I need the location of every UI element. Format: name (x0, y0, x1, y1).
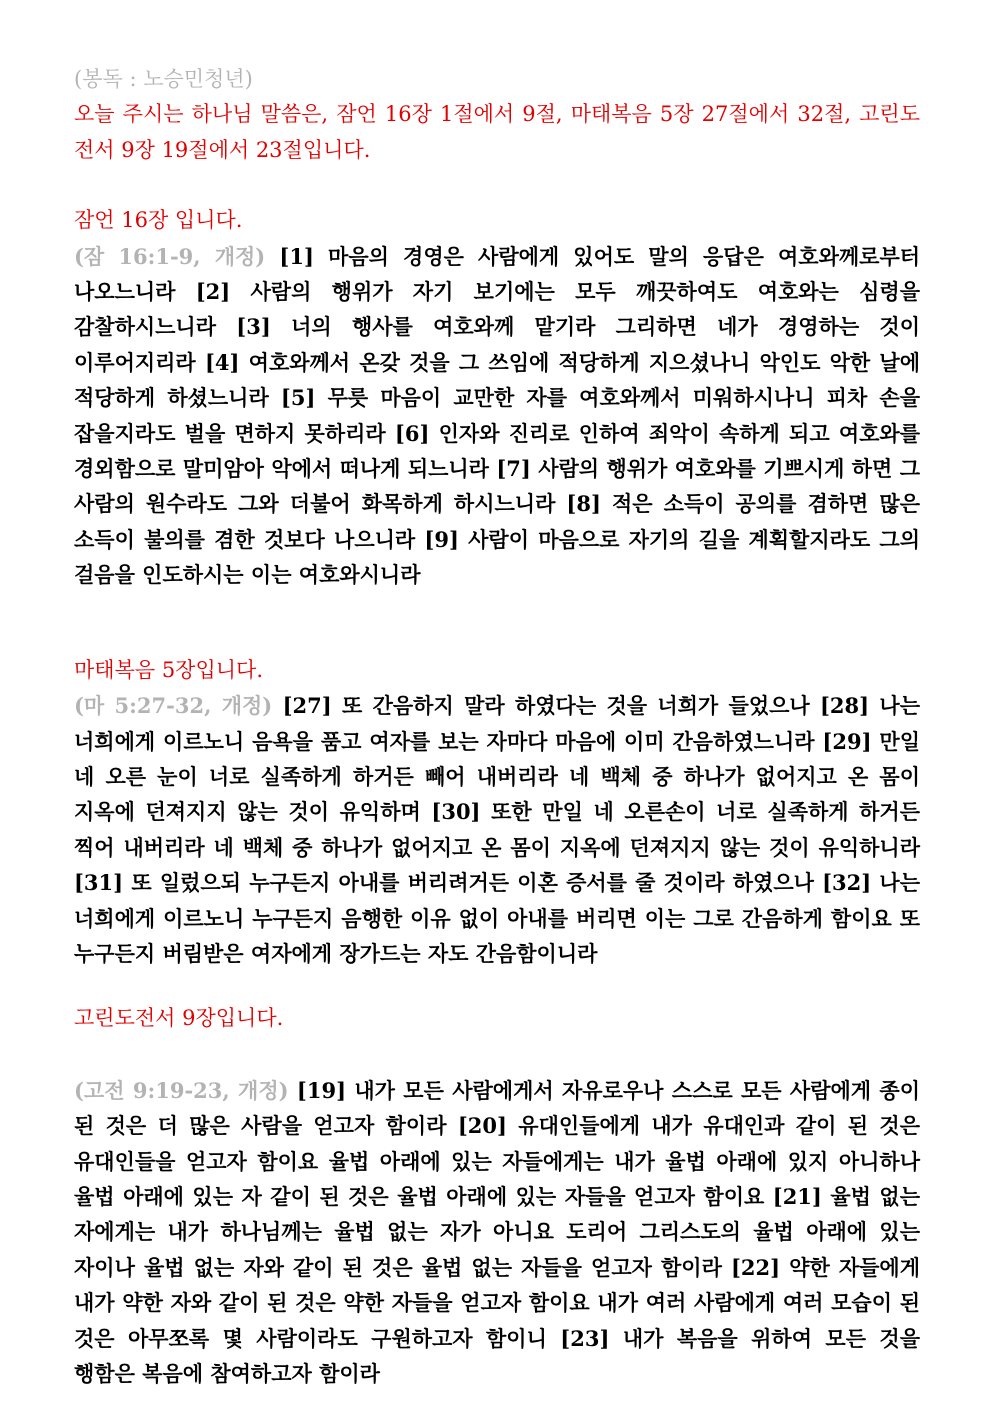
passage-corinthians (74, 1073, 920, 1392)
passage-text: [19] 내가 모든 사람에게서 자유로우나 스스로 모든 사람에게 종이 된 것은 더 많은 사람을 얻고자 함이라 [20] 유대인들에게 내가 유대인과 같이 된 것은 유대인들을 얻고자 함이요 율법 아래에 있는 자들에게는 내가 율법 아래에 있지 아니하나 율법 아래에 있는 자 같이 된 것은 율법 아래에 있는 자들을 얻고자 함이요 [21] 율법 없는 자에게는 내가 하나님께는 율법 없는 자가 아니요 도리어 그리스도의 율법 아래에 있는 자이나 율법 없는 자와 같이 된 것은 율법 없는 자들을 얻고자 함이라 [22] 약한 자들에게 내가 약한 자와 같이 된 것은 약한 자들을 얻고자 함이요 내가 여러 사람에게 여러 모습이 된 것은 아무쪼록 몇 사람이라도 구원하고자 함이니 [23] 내가 복음을 위하여 모든 것을 행함은 복음에 참여하고자 함이라 (74, 1077, 920, 1386)
spacer (74, 593, 920, 653)
passage-reference: (고전 9:19-23, 개정) (74, 1077, 289, 1103)
passage-reference: (마 5:27-32, 개정) (74, 693, 273, 719)
passage-text: [1] 마음의 경영은 사람에게 있어도 말의 응답은 여호와께로부터 나오느니라 [2] 사람의 행위가 자기 보기에는 모두 깨끗하여도 여호와는 심령을 감찰하시느니라 [3] 너의 행사를 여호와께 맡기라 그리하면 네가 경영하는 것이 이루어지리라 [4] 여호와께서 온갖 것을 그 쓰임에 적당하게 지으셨나니 악인도 악한 날에 적당하게 하셨느니라 [5] 무릇 마음이 교만한 자를 여호와께서 미워하시나니 피차 손을 잡을지라도 벌을 면하지 못하리라 [6] 인자와 진리로 인하여 죄악이 속하게 되고 여호와를 경외함으로 말미암아 악에서 떠나게 되느니라 [7] 사람의 행위가 여호와를 기쁘시게 하면 그 사람의 원수라도 그와 더불어 화목하게 하시느니라 [8] 적은 소득이 공의를 겸하면 많은 소득이 불의를 겸한 것보다 나으니라 [9] 사람이 마음으로 자기의 길을 계획할지라도 그의 걸음을 인도하시는 이는 여호와시니라 (74, 243, 921, 588)
passage-proverbs (74, 239, 920, 593)
intro-text: 오늘 주시는 하나님 말씀은, 잠언 16장 1절에서 9절, 마태복음 5장 27절에서 32절, 고린도전서 9장 19절에서 23절입니다. (74, 102, 920, 162)
document-page (74, 62, 920, 1391)
reader-credit: (봉독 : 노승민청년) (74, 67, 253, 91)
passage-text: [27] 또 간음하지 말라 하였다는 것을 너희가 들었으나 [28] 나는 너희에게 이르노니 음욕을 품고 여자를 보는 자마다 마음에 이미 간음하였느니라 [29] 만일 네 오른 눈이 너로 실족하게 하거든 빼어 내버리라 네 백체 중 하나가 없어지고 온 몸이 지옥에 던져지지 않는 것이 유익하며 [30] 또한 만일 네 오른손이 너로 실족하게 하거든 찍어 내버리라 네 백체 중 하나가 없어지고 온 몸이 지옥에 던져지지 않는 것이 유익하니라 [31] 또 일렀으되 누구든지 아내를 버리려거든 이혼 증서를 줄 것이라 하였으나 [32] 나는 너희에게 이르노니 누구든지 음행한 이유 없이 아내를 버리면 이는 그로 간음하게 함이요 또 누구든지 버림받은 여자에게 장가드는 자도 간음함이니라 (74, 693, 920, 966)
spacer (74, 971, 920, 1001)
spacer (74, 168, 920, 203)
section-heading-proverbs: 잠언 16장 입니다. (74, 208, 243, 233)
section-heading-matthew: 마태복음 5장입니다. (74, 657, 263, 682)
spacer (74, 1037, 920, 1073)
section-heading-corinthians: 고린도전서 9장입니다. (74, 1006, 284, 1031)
passage-reference: (잠 16:1-9, 개정) (74, 243, 266, 269)
passage-matthew (74, 688, 920, 971)
